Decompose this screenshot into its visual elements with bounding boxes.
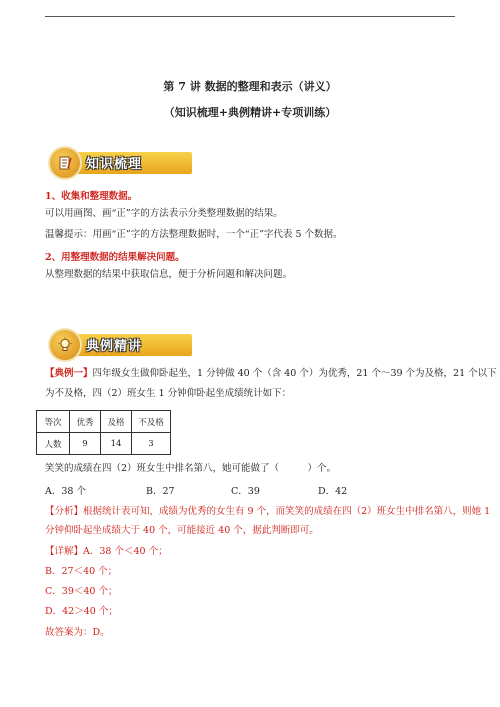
page-title: 第 7 讲 数据的整理和表示（讲义） — [163, 80, 337, 93]
table-cell: 优秀 — [70, 411, 101, 433]
table-cell: 及格 — [101, 411, 132, 433]
table-row — [37, 433, 171, 455]
page-subtitle: （知识梳理+典例精讲+专项训练） — [163, 106, 337, 119]
option-d: D．42 — [318, 486, 348, 497]
example-tag: 【典例一】 — [45, 368, 93, 379]
analysis-line-1: 【分析】根据统计表可知，成绩为优秀的女生有 9 个，而笑笑的成绩在四（2）班女生中排名第八，则她 1 — [45, 506, 491, 517]
stat-table — [36, 410, 171, 455]
point2-text: 从整理数据的结果中获取信息，便于分析问题和解决问题。 — [45, 269, 293, 280]
tip-text: 温馨提示：用画“正”字的方法整理数据时，一个“正”字代表 5 个数据。 — [45, 229, 343, 240]
table-cell: 不及格 — [132, 411, 171, 433]
problem-text-1: 四年级女生做仰卧起坐，1 分钟做 40 个（含 40 个）为优秀，21 个～39 个为及格，21 个以下 — [92, 368, 497, 379]
problem-line-1 — [45, 367, 497, 380]
table-cell: 3 — [132, 433, 171, 455]
detail-tag: 【详解】 — [45, 546, 84, 557]
lightbulb-icon — [48, 328, 82, 362]
header-rule — [45, 16, 455, 17]
table-cell: 等次 — [37, 411, 70, 433]
point1-heading: 1、收集和整理数据。 — [45, 191, 138, 202]
detail-d: D．42＞40 个； — [45, 606, 118, 617]
option-c: C．39 — [231, 486, 260, 497]
detail-line-a — [45, 545, 168, 558]
point1-text: 可以用画图、画“正”字的方法表示分类整理数据的结果。 — [45, 208, 283, 219]
point2-heading: 2、用整理数据的结果解决问题。 — [45, 252, 185, 263]
knowledge-banner-label: 知识梳理 — [86, 157, 143, 172]
option-a: A．38 个 — [45, 486, 86, 497]
answer-text: 故答案为：D。 — [45, 627, 110, 638]
knowledge-banner — [48, 148, 208, 180]
detail-c: C．39＜40 个； — [45, 586, 118, 597]
detail-a: A．38 个＜40 个； — [83, 546, 168, 557]
analysis-line-2: 分钟仰卧起坐成绩大于 40 个，可能接近 40 个，据此判断即可。 — [45, 525, 319, 536]
table-cell: 14 — [101, 433, 132, 455]
detail-b: B．27＜40 个； — [45, 566, 118, 577]
question-text: 笑笑的成绩在四（2）班女生中排名第八，她可能做了（ ）个。 — [45, 463, 337, 474]
table-row — [37, 411, 171, 433]
option-b: B．27 — [146, 486, 175, 497]
notebook-icon — [48, 146, 82, 180]
table-cell: 9 — [70, 433, 101, 455]
examples-banner — [48, 330, 208, 362]
examples-banner-label: 典例精讲 — [86, 339, 143, 354]
problem-line-2: 为不及格，四（2）班女生 1 分钟仰卧起坐成绩统计如下： — [45, 388, 292, 399]
table-cell: 人数 — [37, 433, 70, 455]
